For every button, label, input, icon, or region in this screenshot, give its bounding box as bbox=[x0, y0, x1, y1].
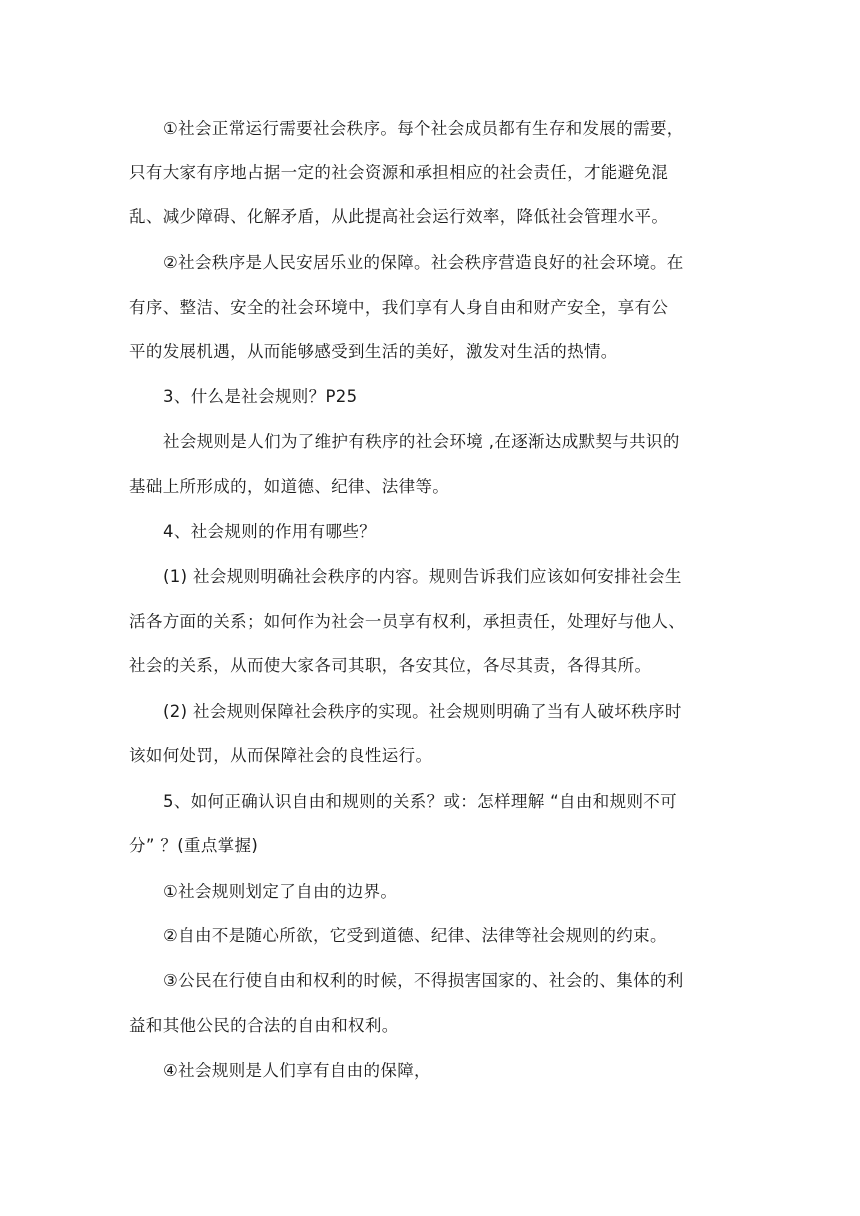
question-heading: 分” ？(重点掌握) bbox=[129, 836, 259, 855]
paragraph-line: ③公民在行使自由和权利的时候，不得损害国家的、社会的、集体的利 bbox=[163, 971, 684, 990]
paragraph-line: (1) 社会规则明确社会秩序的内容。规则告诉我们应该如何安排社会生 bbox=[163, 567, 682, 586]
paragraph-line: 乱、减少障碍、化解矛盾，从此提高社会运行效率，降低社会管理水平。 bbox=[129, 207, 669, 226]
paragraph-line: 只有大家有序地占据一定的社会资源和承担相应的社会责任，才能避免混 bbox=[129, 163, 669, 182]
question-heading: 3、什么是社会规则？P25 bbox=[163, 387, 358, 406]
paragraph-line: ④社会规则是人们享有自由的保障， bbox=[163, 1061, 431, 1080]
paragraph-line: (2) 社会规则保障社会秩序的实现。社会规则明确了当有人破坏秩序时 bbox=[163, 702, 682, 721]
paragraph-line: ②社会秩序是人民安居乐业的保障。社会秩序营造良好的社会环境。在 bbox=[163, 253, 684, 272]
question-heading: 4、社会规则的作用有哪些？ bbox=[163, 522, 377, 541]
paragraph-line: 活各方面的关系；如何作为社会一员享有权利，承担责任，处理好与他人、 bbox=[129, 612, 686, 631]
paragraph-line: 平的发展机遇，从而能够感受到生活的美好，激发对生活的热情。 bbox=[129, 342, 618, 361]
paragraph-line: 基础上所形成的，如道德、纪律、法律等。 bbox=[129, 477, 450, 496]
question-heading: 5、如何正确认识自由和规则的关系？或：怎样理解 “自由和规则不可 bbox=[163, 792, 677, 811]
paragraph-line: ①社会规则划定了自由的边界。 bbox=[163, 882, 398, 901]
paragraph-line: 该如何处罚，从而保障社会的良性运行。 bbox=[129, 746, 433, 765]
paragraph-line: ①社会正常运行需要社会秩序。每个社会成员都有生存和发展的需要， bbox=[163, 119, 684, 138]
paragraph-line: ②自由不是随心所欲，它受到道德、纪律、法律等社会规则的约束。 bbox=[163, 926, 667, 945]
paragraph-line: 有序、整洁、安全的社会环境中，我们享有人身自由和财产安全，享有公 bbox=[129, 298, 669, 317]
paragraph-line: 益和其他公民的合法的自由和权利。 bbox=[129, 1016, 399, 1035]
paragraph-line: 社会的关系，从而使大家各司其职，各安其位，各尽其责，各得其所。 bbox=[129, 656, 652, 675]
paragraph-line: 社会规则是人们为了维护有秩序的社会环境 ,在逐渐达成默契与共识的 bbox=[163, 432, 680, 451]
